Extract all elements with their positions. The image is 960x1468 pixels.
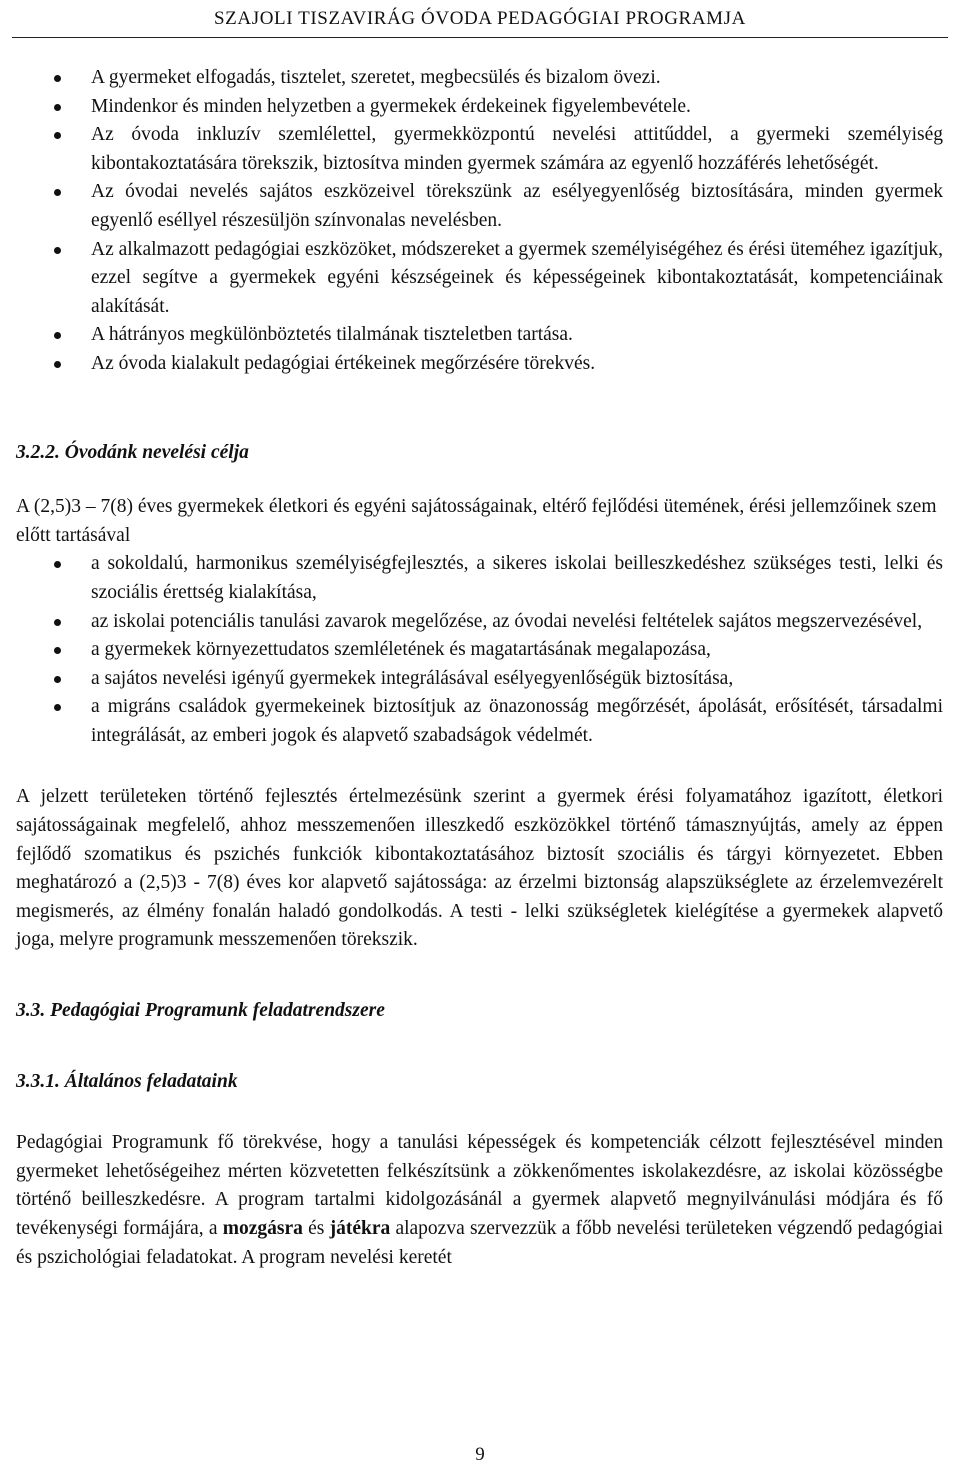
values-list bbox=[16, 64, 943, 379]
paragraph-text: és bbox=[302, 1218, 330, 1239]
list-item: Az alkalmazott pedagógiai eszközöket, módszereket a gyermek személyiségéhez és érési üteméhez igazítjuk, ezzel segítve a gyermekek egyéni készségeinek és képességeinek kibontakoztatását, kompetenciáinak alakítását. bbox=[16, 236, 943, 322]
paragraph-text: alapozva szervezzük a főbb nevelési területeken végzendő pedagógiai és pszichológiai feladatokat. A program nevelési keretét bbox=[16, 1218, 943, 1268]
section-322-intro: A (2,5)3 – 7(8) éves gyermekek életkori és egyéni sajátosságainak, eltérő fejlődési ütemének, érési jellemzőinek szem előtt tartásával bbox=[16, 496, 937, 546]
list-item: az iskolai potenciális tanulási zavarok megelőzése, az óvodai nevelési feltételek sajátos megszervezésével, bbox=[16, 608, 943, 637]
list-item: Mindenkor és minden helyzetben a gyermekek érdekeinek figyelembevétele. bbox=[16, 93, 943, 122]
page-number: 9 bbox=[475, 1444, 485, 1465]
emphasis-text: mozgásra bbox=[222, 1218, 303, 1239]
list-item: a sokoldalú, harmonikus személyiségfejlesztés, a sikeres iskolai beilleszkedéshez szükséges testi, lelki és szociális érettség kialakítása, bbox=[16, 550, 943, 607]
page-header: SZAJOLI TISZAVIRÁG ÓVODA PEDAGÓGIAI PROGRAMJA bbox=[12, 0, 948, 38]
list-item: A gyermeket elfogadás, tisztelet, szeretet, megbecsülés és bizalom övezi. bbox=[16, 64, 943, 93]
list-item: a migráns családok gyermekeinek biztosítjuk az önazonosság megőrzését, ápolását, erősítését, társadalmi integrálását, az emberi jogok és alapvető szabadságok védelmét. bbox=[16, 693, 943, 750]
section-heading-322: 3.2.2. Óvodánk nevelési célja bbox=[16, 441, 249, 463]
section-331-paragraph bbox=[16, 1129, 943, 1272]
list-item: a gyermekek környezettudatos szemléletének és magatartásának megalapozása, bbox=[16, 636, 943, 665]
goals-list bbox=[16, 550, 943, 750]
list-item: Az óvoda kialakult pedagógiai értékeinek megőrzésére törekvés. bbox=[16, 350, 943, 379]
list-item: Az óvoda inkluzív szemlélettel, gyermekközpontú nevelési attitűddel, a gyermeki személyiség kibontakoztatására törekszik, biztosítva minden gyermek számára az egyenlő hozzáférés lehetőségét. bbox=[16, 121, 943, 178]
emphasis-text: játékra bbox=[329, 1218, 391, 1239]
section-heading-33: 3.3. Pedagógiai Programunk feladatrendszere bbox=[16, 1000, 385, 1022]
list-item: a sajátos nevelési igényű gyermekek integrálásával esélyegyenlőségük biztosítása, bbox=[16, 665, 943, 694]
section-heading-331: 3.3.1. Általános feladataink bbox=[16, 1070, 238, 1092]
paragraph-text: Pedagógiai Programunk fő törekvése, hogy a tanulási képességek és kompetenciák célzott fejlesztésével minden gyermeket lehetőségeihez mérten közvetetten felkészítsünk a zökkenőmentes iskolakezdésre, az iskolai közösségbe történő beilleszkedésre. A program tartalmi kidolgozásánál a gyermek alapvető megnyilvánulási módjára és fő tevékenységi formájára, a bbox=[16, 1132, 943, 1239]
list-item: A hátrányos megkülönböztetés tilalmának tiszteletben tartása. bbox=[16, 321, 943, 350]
page-content bbox=[16, 64, 943, 1272]
list-item: Az óvodai nevelés sajátos eszközeivel törekszünk az esélyegyenlőség biztosítására, minden gyermek egyenlő eséllyel részesüljön színvonalas nevelésben. bbox=[16, 178, 943, 235]
section-322-paragraph: A jelzett területeken történő fejlesztés értelmezésünk szerint a gyermek érési folyamatához igazított, életkori sajátosságainak megfelelő, ahhoz messzemenően illeszkedő eszközökkel történő támasznyújtás, amely az éppen fejlődő szomatikus és pszichés funkciók kibontakoztatásához biztosít szociális és tárgyi környezetet. Ebben meghatározó a (2,5)3 - 7(8) éves kor alapvető sajátossága: az érzelmi biztonság alapszükséglete az érzelemvezérelt megismerés, az élmény fonalán haladó gondolkodás. A testi - lelki szükségletek kielégítése a gyermekek alapvető joga, melyre programunk messzemenően törekszik. bbox=[16, 786, 943, 951]
